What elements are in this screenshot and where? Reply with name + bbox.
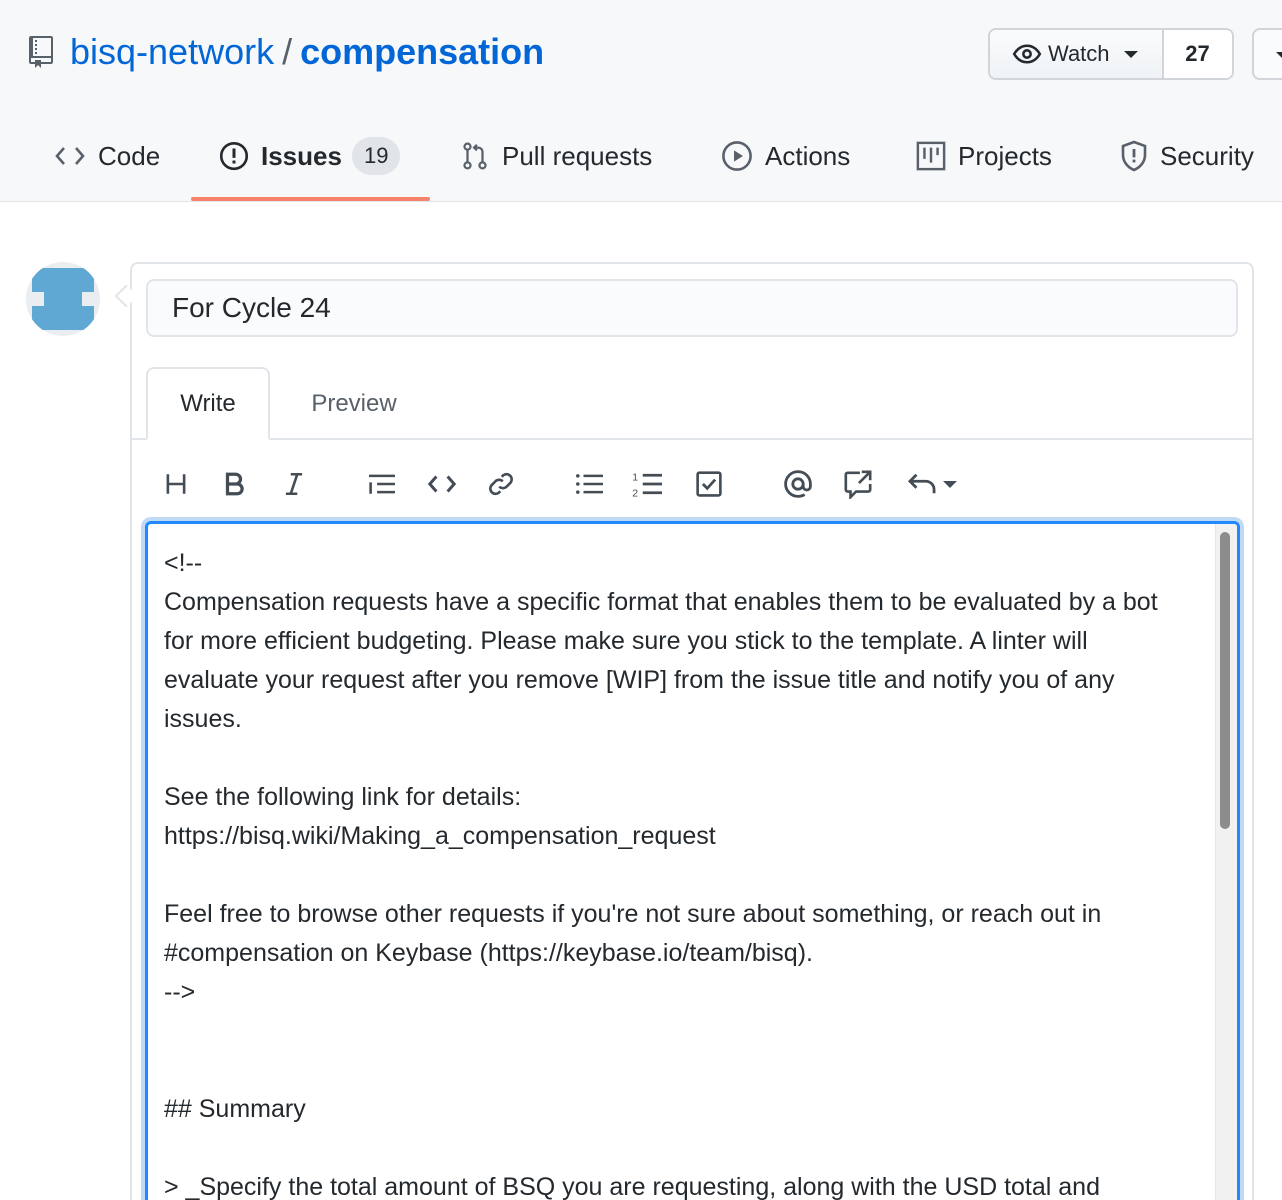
- repository-title: [28, 30, 544, 74]
- issue-opened-icon: [219, 141, 249, 171]
- mention-icon[interactable]: [772, 458, 824, 510]
- watch-button[interactable]: [990, 30, 1164, 78]
- avatar[interactable]: [26, 262, 100, 336]
- selected-tab-indicator: [191, 197, 430, 201]
- code-icon[interactable]: [416, 458, 468, 510]
- identicon-image: [26, 262, 100, 336]
- repository-name-link[interactable]: compensation: [300, 31, 545, 72]
- repository-owner-link[interactable]: bisq-network: [70, 31, 275, 72]
- scrollbar-thumb[interactable]: [1220, 532, 1230, 829]
- repository-header: [0, 0, 1282, 202]
- issue-title-input[interactable]: [146, 279, 1238, 337]
- saved-replies-icon[interactable]: [902, 458, 962, 510]
- svg-text:2: 2: [632, 487, 639, 498]
- svg-text:1: 1: [632, 471, 639, 484]
- issue-body-text[interactable]: <!-- Compensation requests have a specific format that enables them to be evaluated by a bot for more efficient budgeting. Please make sure you stick to the template. A linter will evaluate your request after you remove [WIP] from the issue title and notify you of any issues. See the following link for details: https://bisq.wiki/Making_a_compensation_request Feel free to browse other requests if you're not sure about something, or reach out in #compensation on Keybase (https://keybase.io/team/bisq). --> ## Summary > _Specify the total amount of BSQ you are requesting, along with the USD total and: [164, 549, 1158, 1200]
- reference-icon[interactable]: [832, 458, 884, 510]
- tab-label: Security: [1160, 140, 1254, 171]
- scrollbar[interactable]: [1215, 524, 1237, 1200]
- watch-button-group: [988, 28, 1234, 80]
- tab-label: Projects: [958, 140, 1052, 171]
- caret-down-icon: [1276, 52, 1282, 59]
- git-pull-request-icon: [460, 141, 490, 171]
- repository-nav: [0, 110, 1282, 202]
- italic-icon[interactable]: [268, 458, 320, 510]
- tab-label: Issues: [261, 140, 342, 171]
- caret-down-icon: [1124, 51, 1138, 58]
- numbered-list-icon[interactable]: [622, 458, 674, 510]
- tab-actions[interactable]: [721, 110, 850, 202]
- tab-code[interactable]: [54, 110, 160, 202]
- tab-preview[interactable]: Preview: [311, 389, 397, 417]
- bold-icon[interactable]: [208, 458, 260, 510]
- issues-count-badge: 19: [352, 137, 400, 175]
- path-separator: /: [282, 31, 293, 72]
- tab-write[interactable]: Write: [146, 367, 270, 440]
- bulleted-list-icon[interactable]: [564, 458, 616, 510]
- task-list-icon[interactable]: [683, 458, 735, 510]
- tab-security[interactable]: [1120, 110, 1254, 202]
- link-icon[interactable]: [475, 458, 527, 510]
- tab-label: Code: [98, 140, 161, 171]
- watch-label: Watch: [1048, 41, 1110, 66]
- tab-issues[interactable]: [219, 110, 400, 202]
- quote-icon[interactable]: [356, 458, 408, 510]
- shield-icon: [1120, 140, 1148, 172]
- tab-label: Actions: [765, 140, 851, 171]
- project-icon: [916, 141, 946, 171]
- star-dropdown-button[interactable]: [1252, 28, 1282, 80]
- tab-label: Pull requests: [502, 140, 653, 171]
- repository-icon: [28, 36, 54, 68]
- tab-pull-requests[interactable]: [460, 110, 652, 202]
- caret-down-icon: [943, 481, 957, 488]
- watchers-count[interactable]: 27: [1164, 30, 1232, 78]
- play-icon: [721, 140, 753, 172]
- code-icon: [54, 145, 86, 167]
- tab-projects[interactable]: [916, 110, 1052, 202]
- heading-icon[interactable]: [150, 458, 202, 510]
- eye-icon: [1012, 43, 1042, 65]
- issue-body-textarea[interactable]: [145, 521, 1240, 1200]
